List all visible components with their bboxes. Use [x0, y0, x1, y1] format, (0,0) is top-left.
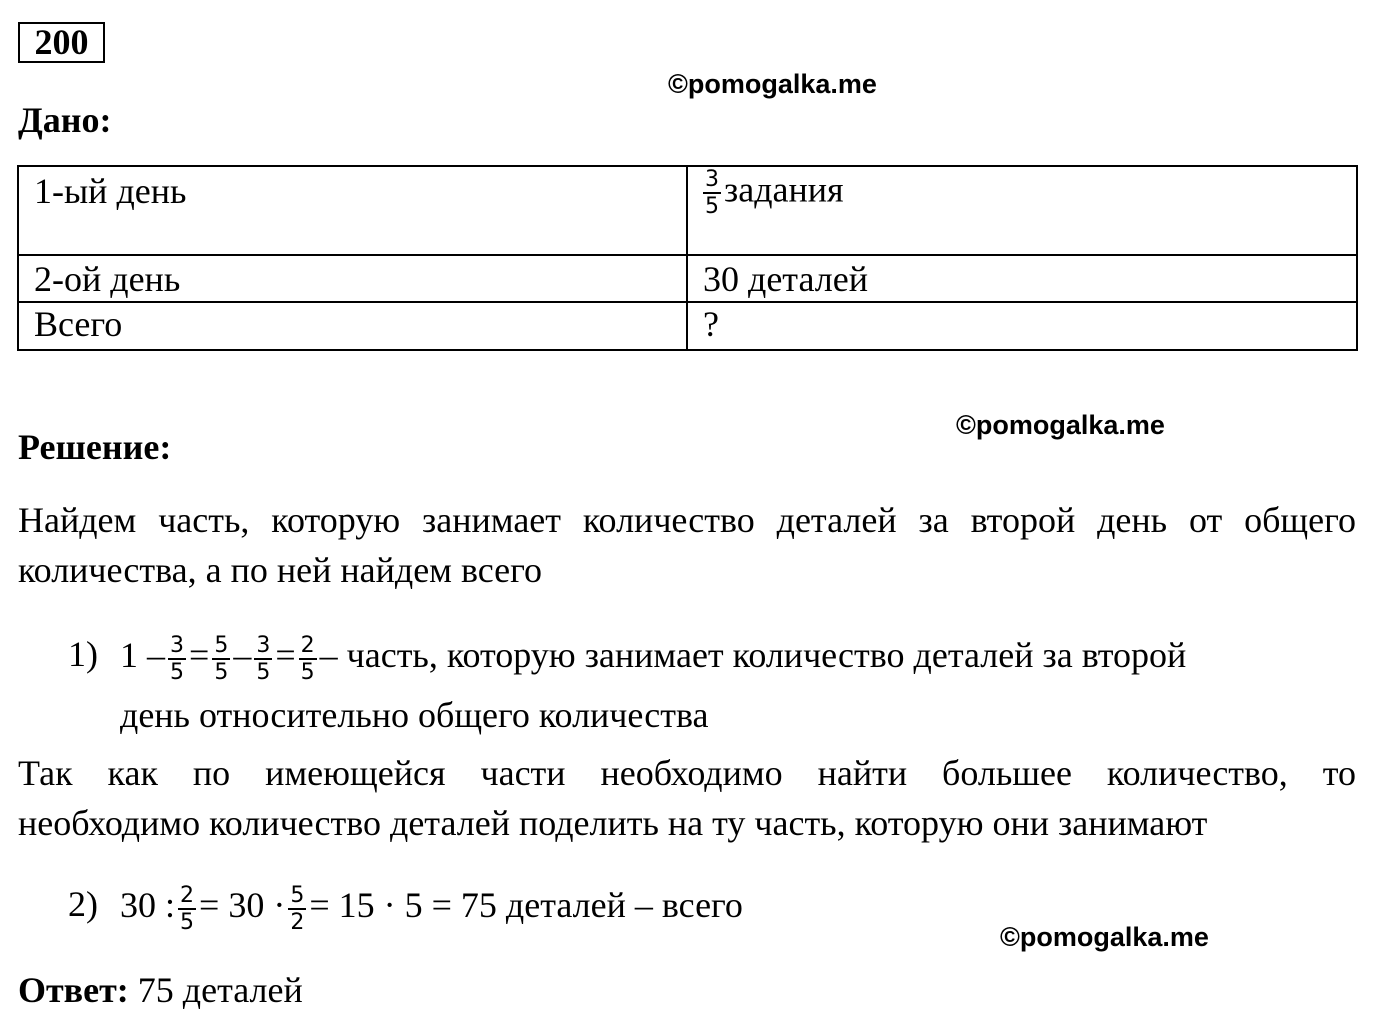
fraction: [703, 167, 721, 219]
fraction: [288, 883, 306, 935]
solution-heading: Решение:: [18, 427, 172, 467]
expr-text: 30 :: [120, 885, 176, 925]
fraction-numerator: 5: [290, 882, 305, 908]
fraction-numerator: 2: [180, 882, 195, 908]
fraction: [254, 633, 272, 685]
step-1-text-line-2: день относительно общего количества: [120, 695, 709, 735]
table-cell-label: 2-ой день: [18, 255, 687, 302]
fraction-numerator: 3: [705, 167, 719, 192]
fraction: [168, 633, 186, 685]
fraction-denominator: 5: [214, 659, 229, 685]
table-cell-label: 1-ый день: [18, 166, 687, 255]
intro-line-2: количества, а по ней найдем всего: [18, 550, 543, 590]
answer-label: Ответ:: [18, 970, 129, 1010]
fraction-denominator: 5: [180, 909, 195, 935]
fraction-denominator: 5: [300, 659, 315, 685]
expr-text: 1 –: [120, 635, 165, 675]
watermark: ©pomogalka.me: [1000, 922, 1209, 952]
expr-text: = 15 · 5 = 75 деталей – всего: [309, 885, 743, 925]
step-1-expression: [120, 620, 1186, 690]
fraction-denominator: 5: [705, 194, 719, 219]
step-1-marker: 1): [68, 634, 98, 674]
middle-line-1: Так как по имеющейся части необходимо найти большее количество, то: [18, 753, 1356, 793]
watermark: ©pomogalka.me: [956, 410, 1165, 440]
fraction: [212, 633, 230, 685]
table-cell-value: 30 деталей: [687, 255, 1357, 302]
fraction-denominator: 5: [256, 659, 271, 685]
fraction-numerator: 2: [300, 632, 315, 658]
fraction-numerator: 5: [214, 632, 229, 658]
given-heading: Дано:: [18, 100, 112, 140]
answer-value: 75 деталей: [137, 970, 303, 1010]
expr-text: =: [189, 635, 210, 675]
fraction: [299, 633, 317, 685]
table-cell-value: [687, 166, 1357, 255]
table-row: [18, 166, 1357, 255]
table-row: [18, 302, 1357, 350]
fraction: [178, 883, 196, 935]
value-text: задания: [724, 169, 844, 210]
problem-number: 200: [18, 22, 105, 63]
step-2-expression: [120, 870, 743, 940]
expr-text: –: [233, 635, 252, 675]
fraction-denominator: 2: [290, 909, 305, 935]
table-cell-label: Всего: [18, 302, 687, 350]
fraction-denominator: 5: [170, 659, 184, 685]
answer-line: [18, 970, 303, 1010]
expr-text: =: [275, 635, 296, 675]
intro-line-1: Найдем часть, которую занимает количество деталей за второй день от общего: [18, 500, 1356, 540]
middle-paragraph: [18, 748, 1356, 848]
fraction-numerator: 3: [170, 632, 184, 658]
expr-text: = 30 ·: [199, 885, 286, 925]
table-row: [18, 255, 1357, 302]
step-2-marker: 2): [68, 884, 98, 924]
fraction-numerator: 3: [256, 632, 271, 658]
table-cell-value: ?: [687, 302, 1357, 350]
given-table: [17, 165, 1358, 351]
watermark: ©pomogalka.me: [668, 69, 877, 99]
middle-line-2: необходимо количество деталей поделить на ту часть, которую они занимают: [18, 803, 1208, 843]
intro-paragraph: [18, 495, 1356, 595]
step-1-text: – часть, которую занимает количество деталей за второй: [319, 635, 1187, 675]
